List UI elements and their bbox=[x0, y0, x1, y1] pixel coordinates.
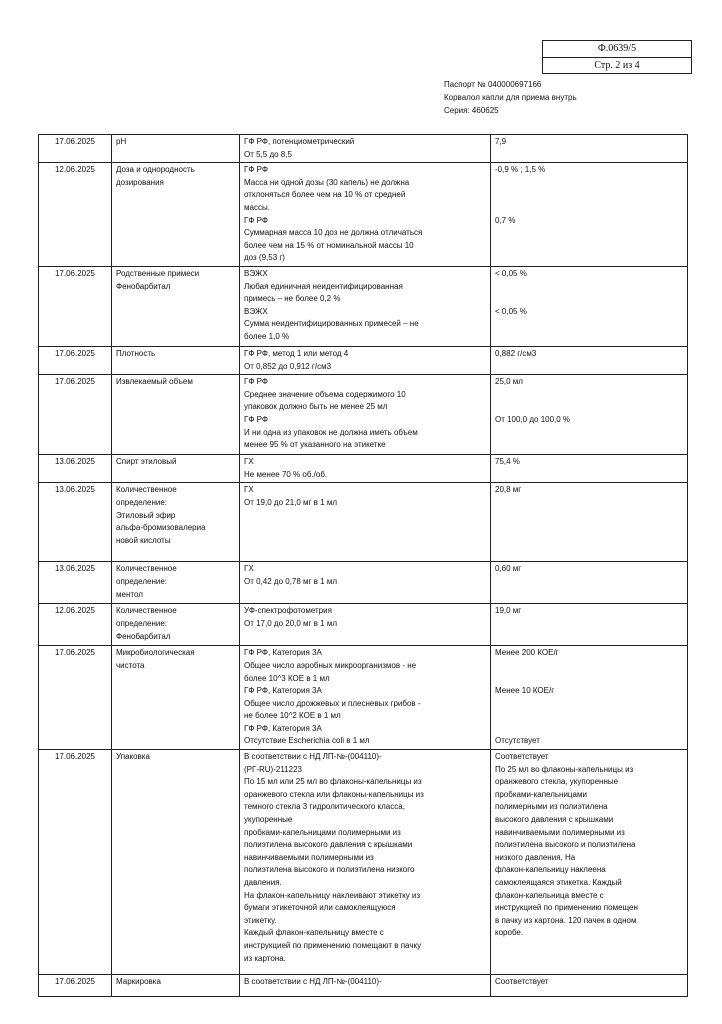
table-row bbox=[39, 266, 688, 346]
table-row bbox=[39, 750, 688, 975]
date-cell: 17.06.2025 bbox=[39, 135, 112, 163]
method-cell: ГФ РФ Масса ни одной дозы (30 капель) не должна отклоняться более чем на 10 % от средней массы. ГФ РФ Суммарная масса 10 доз не должна отличаться более чем на 15 % от номинальной массы 10 доз (9,53 г) bbox=[240, 163, 491, 267]
test-name-cell: Доза и однородность дозирования bbox=[112, 163, 240, 267]
result-cell: Соответствует По 25 мл во флаконы-капельницы из оранжевого стекла, укупоренные пробками-капельницами полимерными из полиэтилена высокого давления с крышками навинчиваемыми полимерными из полиэтилена высокого и полиэтилена низкого давления. На флакон-капельницу наклеена самоклеящаяся этикетка. Каждый флакон-капельница вместе с инструкцией по применению помещен в пачку из картона. 120 пачек в одном коробе. bbox=[491, 750, 688, 975]
method-cell: ГХ Не менее 70 % об./об. bbox=[240, 455, 491, 483]
form-code-box bbox=[542, 40, 692, 74]
table-row bbox=[39, 163, 688, 267]
test-name-cell: Упаковка bbox=[112, 750, 240, 975]
table-row bbox=[39, 375, 688, 455]
series-number: Серия: 460625 bbox=[444, 106, 499, 115]
table-row bbox=[39, 135, 688, 163]
result-cell: 0,882 г/см3 bbox=[491, 346, 688, 374]
result-cell: 19,0 мг bbox=[491, 604, 688, 646]
test-results-table bbox=[38, 134, 688, 997]
result-cell: 75,4 % bbox=[491, 455, 688, 483]
passport-number: Паспорт № 040000697166 bbox=[444, 80, 542, 89]
date-cell: 17.06.2025 bbox=[39, 346, 112, 374]
method-cell: В соответствии с НД ЛП-№-(004110)- bbox=[240, 975, 491, 997]
method-cell: ВЭЖХ Любая единичная неидентифицированная примесь – не более 0,2 % ВЭЖХ Сумма неидентифицированных примесей – не более 1,0 % bbox=[240, 266, 491, 346]
test-name-cell: Спирт этиловый bbox=[112, 455, 240, 483]
date-cell: 12.06.2025 bbox=[39, 163, 112, 267]
method-cell: УФ-спектрофотометрия От 17,0 до 20,0 мг в 1 мл bbox=[240, 604, 491, 646]
test-name-cell: Количественное определение: ментол bbox=[112, 562, 240, 604]
method-cell: В соответствии с НД ЛП-№-(004110)- (РГ-RU)-211223 По 15 мл или 25 мл во флаконы-капельницы из оранжевого стекла или флаконы-капельницы из темного стекла 3 гидролитического класса, укупоренные пробками-капельницами полимерными из полиэтилена высокого давления с крышками навинчиваемыми полимерными из полиэтилена высокого и полиэтилена низкого давления. На флакон-капельницу наклеивают этикетку из бумаги этикеточной или самоклеящуюся этикетку. Каждый флакон-капельницу вместе с инструкцией по применению помещают в пачку из картона. bbox=[240, 750, 491, 975]
method-cell: ГХ От 0,42 до 0,78 мг в 1 мл bbox=[240, 562, 491, 604]
test-name-cell: pH bbox=[112, 135, 240, 163]
date-cell: 17.06.2025 bbox=[39, 750, 112, 975]
test-name-cell: Количественное определение: Фенобарбитал bbox=[112, 604, 240, 646]
method-cell: ГФ РФ, Категория 3А Общее число аэробных микроорганизмов - не более 10^3 КОЕ в 1 мл ГФ РФ, Категория 3А Общее число дрожжевых и плесневых грибов - не более 10^2 КОЕ в 1 мл ГФ РФ, Категория 3А Отсутствие Escherichia coli в 1 мл bbox=[240, 646, 491, 750]
date-cell: 17.06.2025 bbox=[39, 646, 112, 750]
method-cell: ГХ От 19,0 до 21,0 мг в 1 мл bbox=[240, 483, 491, 562]
page-number: Стр. 2 из 4 bbox=[594, 60, 640, 71]
date-cell: 17.06.2025 bbox=[39, 375, 112, 455]
result-cell: Менее 200 КОЕ/г Менее 10 КОЕ/г Отсутствует bbox=[491, 646, 688, 750]
date-cell: 17.06.2025 bbox=[39, 975, 112, 997]
test-name-cell: Маркировка bbox=[112, 975, 240, 997]
table-row bbox=[39, 975, 688, 997]
test-name-cell: Количественное определение: Этиловый эфир альфа-бромизовалериа новой кислоты bbox=[112, 483, 240, 562]
product-name: Корвалол капли для приема внутрь bbox=[444, 93, 577, 102]
test-name-cell: Извлекаемый объем bbox=[112, 375, 240, 455]
result-cell: Соответствует bbox=[491, 975, 688, 997]
table-row bbox=[39, 483, 688, 562]
result-cell: 0,60 мг bbox=[491, 562, 688, 604]
date-cell: 12.06.2025 bbox=[39, 604, 112, 646]
result-cell: 7,9 bbox=[491, 135, 688, 163]
date-cell: 13.06.2025 bbox=[39, 483, 112, 562]
result-cell: -0,9 % ; 1,5 % 0,7 % bbox=[491, 163, 688, 267]
table-row bbox=[39, 562, 688, 604]
result-cell: < 0,05 % < 0,05 % bbox=[491, 266, 688, 346]
table-row bbox=[39, 604, 688, 646]
result-cell: 25,0 мл От 100,0 до 100,0 % bbox=[491, 375, 688, 455]
passport-info bbox=[444, 78, 577, 117]
date-cell: 17.06.2025 bbox=[39, 266, 112, 346]
form-code: Ф.0639/5 bbox=[543, 41, 691, 58]
date-cell: 13.06.2025 bbox=[39, 455, 112, 483]
method-cell: ГФ РФ, метод 1 или метод 4 От 0,852 до 0,912 г/см3 bbox=[240, 346, 491, 374]
result-cell: 20,8 мг bbox=[491, 483, 688, 562]
table-row bbox=[39, 646, 688, 750]
method-cell: ГФ РФ, потенциометрический От 5,5 до 8,5 bbox=[240, 135, 491, 163]
table-row bbox=[39, 455, 688, 483]
method-cell: ГФ РФ Среднее значение объема содержимого 10 упаковок должно быть не менее 25 мл ГФ РФ И ни одна из упаковок не должна иметь объем менее 95 % от указанного на этикетке bbox=[240, 375, 491, 455]
test-name-cell: Родственные примеси Фенобарбитал bbox=[112, 266, 240, 346]
test-name-cell: Плотность bbox=[112, 346, 240, 374]
test-name-cell: Микробиологическая чистота bbox=[112, 646, 240, 750]
date-cell: 13.06.2025 bbox=[39, 562, 112, 604]
table-row bbox=[39, 346, 688, 374]
